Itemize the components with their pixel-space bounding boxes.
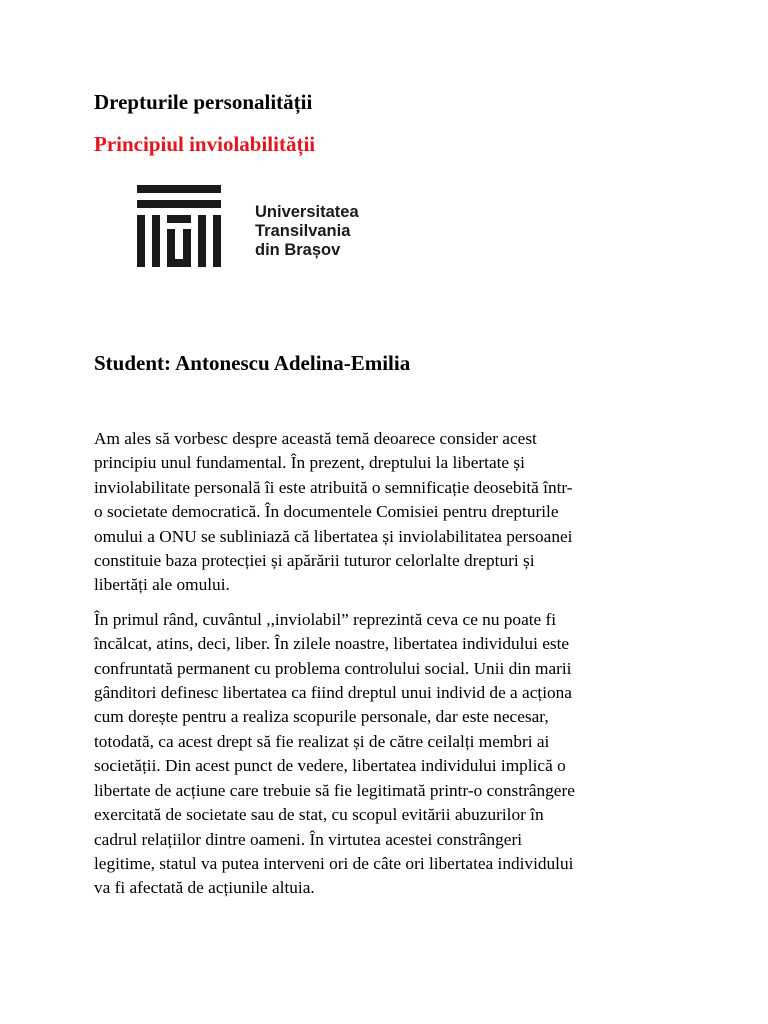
- text-line: cadrul relațiilor dintre oameni. În virtutea acestei constrângeri: [94, 829, 523, 849]
- text-line: cum dorește pentru a realiza scopurile personale, dar este necesar,: [94, 707, 549, 727]
- text-line: legitime, statul va putea interveni ori de câte ori libertatea individului: [94, 853, 574, 873]
- text-line: încălcat, atins, deci, liber. În zilele noastre, libertatea individului este: [94, 634, 570, 654]
- text-line: libertăți ale omului.: [94, 575, 230, 595]
- document-subtitle: Principiul inviolabilității: [94, 132, 316, 156]
- text-line: Am ales să vorbesc despre această temă deoarece consider acest: [94, 429, 537, 448]
- text-line: o societate democratică. În documentele Comisiei pentru drepturile: [94, 502, 559, 522]
- paragraph: [94, 427, 684, 598]
- university-name: [255, 203, 359, 260]
- student-name: Student: Antonescu Adelina-Emilia: [94, 351, 411, 375]
- university-name-line: Universitatea: [255, 203, 359, 221]
- text-line: constituie baza protecției și apărării tuturor celorlalte drepturi și: [94, 551, 535, 571]
- text-line: confruntată permanent cu problema controlului social. Unii din marii: [94, 658, 572, 678]
- text-line: inviolabilitate personală îi este atribuită o semnificație deosebită într-: [94, 477, 573, 497]
- text-line: principiu unul fundamental. În prezent, dreptului la libertate și: [94, 453, 525, 473]
- university-name-line: Transilvania: [255, 222, 351, 240]
- document-title: Drepturile personalității: [94, 90, 313, 114]
- text-line: omului a ONU se subliniază că libertatea și inviolabilitatea persoanei: [94, 526, 573, 546]
- paragraph: [94, 608, 684, 901]
- text-line: gânditori definesc libertatea ca fiind dreptul unui individ de a acționa: [94, 683, 572, 703]
- text-line: va fi afectată de acțiunile altuia.: [94, 878, 315, 898]
- document-body: [94, 427, 684, 911]
- text-line: În primul rând, cuvântul ,,inviolabil” reprezintă ceva ce nu poate fi: [94, 609, 557, 629]
- text-line: societății. Din acest punct de vedere, libertatea individului implică o: [94, 756, 566, 776]
- text-line: totodată, ca acest drept să fie realizat și de către ceilalți membri ai: [94, 731, 550, 751]
- university-name-line: din Brașov: [255, 241, 341, 259]
- university-columns-logo-icon: [137, 185, 223, 269]
- text-line: exercitată de societate sau de stat, cu scopul evitării abuzurilor în: [94, 805, 544, 825]
- university-logo: [137, 185, 387, 269]
- text-line: libertate de acțiune care trebuie să fie legitimată printr-o constrângere: [94, 780, 575, 800]
